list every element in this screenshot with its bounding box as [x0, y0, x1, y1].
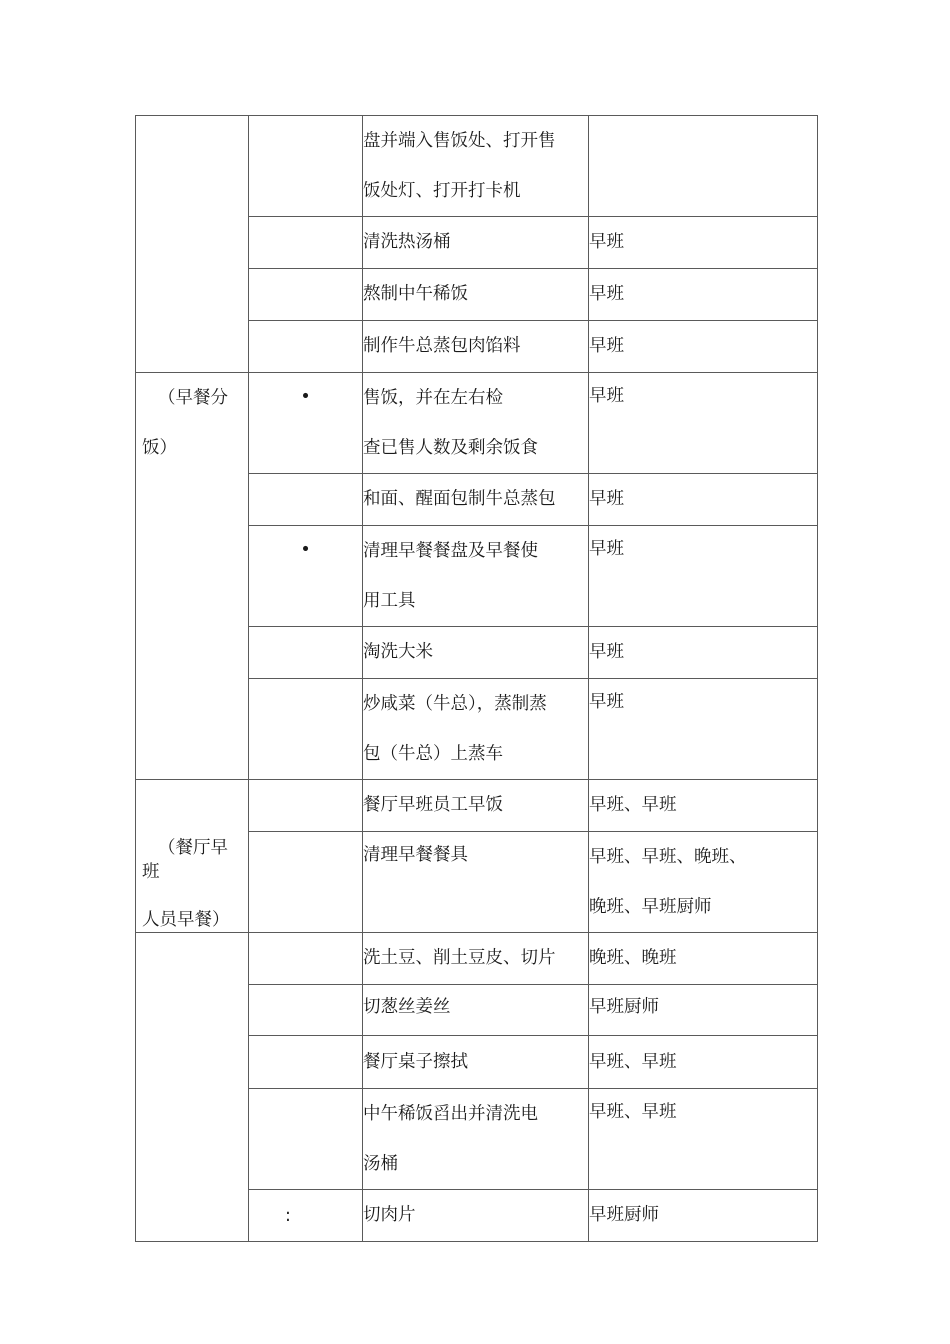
staff-cell: 早班	[589, 679, 818, 780]
schedule-table	[135, 115, 818, 1242]
marker-cell	[249, 832, 363, 933]
staff-cell: 早班厨师	[589, 1190, 818, 1242]
task-text: 炒咸菜（牛总），蒸制蒸	[363, 694, 547, 714]
task-cell: 餐厅早班员工早饭	[363, 780, 589, 832]
marker-cell	[249, 321, 363, 373]
task-cell: 和面、醒面包制牛总蒸包	[363, 474, 589, 526]
bullet-marker: •	[300, 387, 311, 407]
task-cell: 清理早餐餐具	[363, 832, 589, 933]
marker-cell	[249, 269, 363, 321]
marker-cell	[249, 1036, 363, 1089]
task-cell	[363, 373, 589, 474]
phase-label: 人员早餐）	[142, 910, 230, 930]
task-text: 盘并端入售饭处、打开售	[363, 131, 556, 151]
marker-cell	[249, 526, 363, 627]
task-text: 饭处灯、打开打卡机	[363, 181, 521, 201]
marker-cell	[249, 780, 363, 832]
phase-label: （餐厅早	[158, 838, 228, 858]
task-cell	[363, 1089, 589, 1190]
task-text: 用工具	[363, 591, 416, 611]
staff-text: 早班、早班、晚班、	[589, 847, 747, 867]
staff-cell: 早班、早班	[589, 780, 818, 832]
marker-cell	[249, 627, 363, 679]
phase-label: 班	[142, 862, 160, 882]
staff-cell: 早班、早班	[589, 1089, 818, 1190]
colon-marker: :	[285, 1206, 291, 1226]
staff-cell: 早班厨师	[589, 985, 818, 1036]
marker-cell	[249, 217, 363, 269]
task-text: 中午稀饭舀出并清洗电	[363, 1104, 538, 1124]
task-cell	[363, 526, 589, 627]
staff-text: 晚班、早班厨师	[589, 897, 712, 917]
staff-cell: 早班	[589, 269, 818, 321]
task-cell: 淘洗大米	[363, 627, 589, 679]
staff-cell: 早班	[589, 526, 818, 627]
staff-cell: 早班、早班	[589, 1036, 818, 1089]
marker-cell	[249, 1190, 363, 1242]
task-text: 查已售人数及剩余饭食	[363, 438, 538, 458]
task-cell: 制作牛总蒸包肉馅料	[363, 321, 589, 373]
table-row	[136, 116, 818, 217]
staff-cell: 早班	[589, 373, 818, 474]
staff-cell: 早班	[589, 321, 818, 373]
task-text: 售饭，并在左右检	[363, 388, 503, 408]
staff-cell	[589, 832, 818, 933]
table-row	[136, 933, 818, 985]
task-text: 汤桶	[363, 1154, 398, 1174]
phase-cell	[136, 373, 249, 780]
phase-cell	[136, 780, 249, 933]
table-row	[136, 780, 818, 832]
marker-cell	[249, 985, 363, 1036]
marker-cell	[249, 1089, 363, 1190]
staff-cell: 早班	[589, 217, 818, 269]
task-cell: 切葱丝姜丝	[363, 985, 589, 1036]
marker-cell	[249, 116, 363, 217]
marker-cell	[249, 679, 363, 780]
task-text: 包（牛总）上蒸车	[363, 744, 503, 764]
bullet-marker: •	[300, 540, 311, 560]
task-cell: 餐厅桌子擦拭	[363, 1036, 589, 1089]
task-cell: 洗土豆、削土豆皮、切片	[363, 933, 589, 985]
phase-label: （早餐分	[158, 388, 228, 408]
phase-cell	[136, 116, 249, 373]
table-row	[136, 373, 818, 474]
staff-cell	[589, 116, 818, 217]
task-cell: 清洗热汤桶	[363, 217, 589, 269]
task-cell	[363, 679, 589, 780]
marker-cell	[249, 474, 363, 526]
marker-cell	[249, 933, 363, 985]
phase-cell	[136, 933, 249, 1242]
staff-cell: 早班	[589, 627, 818, 679]
marker-cell	[249, 373, 363, 474]
task-text: 清理早餐餐盘及早餐使	[363, 541, 538, 561]
task-cell	[363, 116, 589, 217]
staff-cell: 晚班、晚班	[589, 933, 818, 985]
task-cell: 熬制中午稀饭	[363, 269, 589, 321]
phase-label: 饭）	[142, 438, 177, 458]
task-cell: 切肉片	[363, 1190, 589, 1242]
staff-cell: 早班	[589, 474, 818, 526]
